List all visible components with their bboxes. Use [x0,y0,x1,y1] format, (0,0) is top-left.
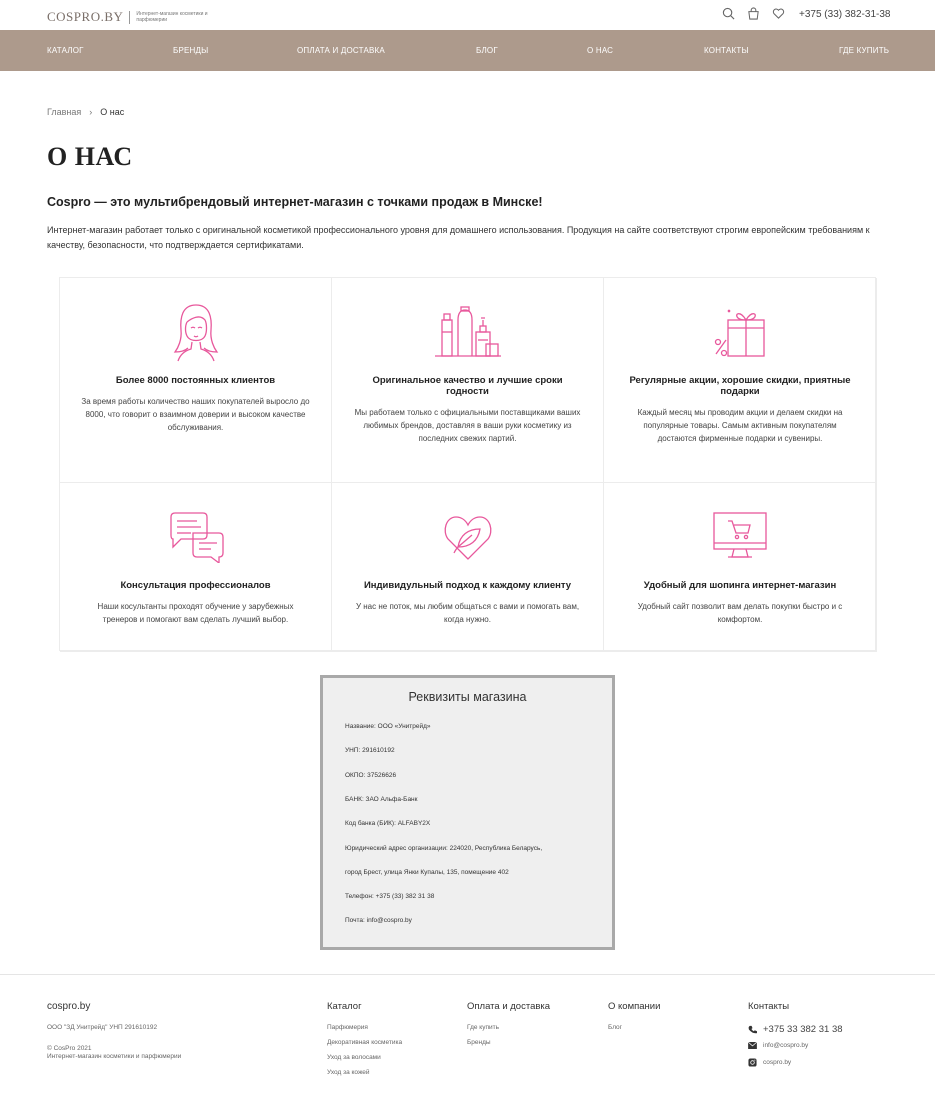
footer-link-blog[interactable]: Блог [608,1024,623,1031]
feature-text: Мы работаем только с официальными поставщиками ваших любимых брендов, доставляя в ваши руки косметику из последних свежих партий. [354,408,581,443]
requisites-line: город Брест, улица Янки Купалы, 135, помещение 402 [345,869,509,876]
breadcrumb-home[interactable]: Главная [47,107,82,117]
instagram-icon [748,1058,757,1067]
feature-text: Каждый месяц мы проводим акции и делаем скидки на популярные товары. Самым активным покупателям достаются фирменные подарки и сувениры. [637,408,843,443]
requisites-title: Реквизиты магазина [408,690,527,704]
footer-company: ООО "ЗД Унитрейд" УНП 291610192 [47,1024,158,1031]
footer-copyright: © CosPro 2021 [47,1045,92,1052]
feature-text: Наши косультанты проходят обучение у зарубежных тренеров и помогают вам сделать лучший выбор. [97,602,294,624]
nav-brands[interactable]: БРЕНДЫ [173,46,209,55]
intro-text: Интернет-магазин работает только с оригинальной косметикой профессионального уровня для домашнего использования. Продукция на сайте соответствуют строгим европейским требованиям к качеству, безопасности, что подтверждается сертификатами. [47,225,870,250]
breadcrumb-current: О нас [100,107,125,117]
header-phone[interactable]: +375 (33) 382-31-38 [799,9,891,20]
requisites-line: ОКПО: 37526626 [345,772,397,779]
requisites-box [320,675,615,950]
footer-instagram-text: cospro.by [763,1059,792,1066]
feature-card [332,483,604,652]
logo-text: COSPRO.BY [47,9,124,24]
breadcrumb-separator: › [89,107,93,117]
bag-icon[interactable] [747,7,762,22]
page-title: О НАС [47,142,133,171]
woman-face-icon [172,302,220,362]
phone-icon [748,1025,757,1034]
logo-tagline: Интернет-магазин косметики и парфюмерии [136,11,208,23]
footer-link-brands[interactable]: Бренды [467,1039,491,1046]
footer-instagram[interactable] [748,1058,791,1067]
nav-payment-delivery[interactable]: ОПЛАТА И ДОСТАВКА [297,46,385,55]
feature-text: У нас не поток, мы любим общаться с вами и помогать вам, когда нужно. [355,602,580,624]
footer-delivery-heading: Оплата и доставка [467,1001,551,1012]
footer-link-hair[interactable]: Уход за волосами [327,1054,381,1061]
footer-phone-text: +375 33 382 31 38 [763,1024,843,1035]
footer-about-heading: О компании [608,1001,661,1012]
feature-text: За время работы количество наших покупателей выросло до 8000, что говорит о взаимном доверии и высоком качестве обслуживания. [81,397,310,432]
feature-card [604,278,877,483]
requisites-line: Почта: info@cospro.by [345,917,412,924]
footer-catalog-heading: Каталог [327,1001,362,1012]
breadcrumb [47,107,124,117]
gift-discount-icon [714,306,766,358]
feature-title: Удобный для шопинга интернет-магазин [643,580,837,591]
footer-divider [0,974,935,975]
feature-title: Более 8000 постоянных клиентов [115,375,276,386]
top-bar [0,0,935,30]
search-icon[interactable] [722,7,737,22]
footer-copyright-sub: Интернет-магазин косметики и парфюмерии [47,1053,182,1060]
feature-card [332,278,604,483]
nav-where-to-buy[interactable]: ГДЕ КУПИТЬ [839,46,890,55]
requisites-line: Юридический адрес организации: 224020, Республика Беларусь, [345,845,543,852]
heart-icon[interactable] [772,7,787,22]
feature-card [60,278,332,483]
footer-phone[interactable] [748,1024,843,1035]
nav-contacts[interactable]: КОНТАКТЫ [704,46,749,55]
logo-divider [129,11,130,24]
requisites-line: БАНК: ЗАО Альфа-Банк [345,796,418,803]
requisites-line: Название: ООО «Унитрейд» [345,723,431,730]
chat-bubbles-icon [167,511,225,563]
header-icons [722,7,787,22]
footer-brand[interactable]: cospro.by [47,1001,91,1012]
feature-title: Индивидульный подход к каждому клиенту [363,580,572,591]
feature-title: Регулярные акции, хорошие скидки, приятные подарки [629,375,851,397]
heart-leaf-icon [442,511,494,563]
feature-title: Консультация профессионалов [120,580,271,591]
feature-card [604,483,877,652]
requisites-line: Код банка (БИК): ALFABY2X [345,820,431,827]
nav-blog[interactable]: БЛОГ [476,46,498,55]
feature-title: Оригинальное качество и лучшие сроки годности [372,375,563,397]
footer-link-makeup[interactable]: Декоративная косметика [327,1039,403,1046]
features-grid [59,277,876,651]
footer-link-perfume[interactable]: Парфюмерия [327,1024,368,1031]
feature-card [60,483,332,652]
cosmetics-icon [434,306,502,358]
monitor-cart-icon [712,511,768,561]
logo[interactable] [47,9,216,25]
nav-about[interactable]: О НАС [587,46,614,55]
footer-email[interactable] [748,1042,808,1049]
footer-link-where-to-buy[interactable]: Где купить [467,1024,499,1031]
main-nav [0,30,935,71]
footer-contacts-heading: Контакты [748,1001,790,1012]
nav-catalog[interactable]: КАТАЛОГ [47,46,84,55]
feature-text: Удобный сайт позволит вам делать покупки быстро и с комфортом. [637,602,843,624]
footer-email-text: info@cospro.by [763,1042,809,1049]
requisites-line: Телефон: +375 (33) 382 31 38 [345,893,435,900]
mail-icon [748,1042,757,1049]
footer-link-skin[interactable]: Уход за кожей [327,1069,370,1076]
requisites-line: УНП: 291610192 [345,747,395,754]
lead-heading: Cospro — это мультибрендовый интернет-магазин с точками продаж в Минске! [47,195,543,209]
